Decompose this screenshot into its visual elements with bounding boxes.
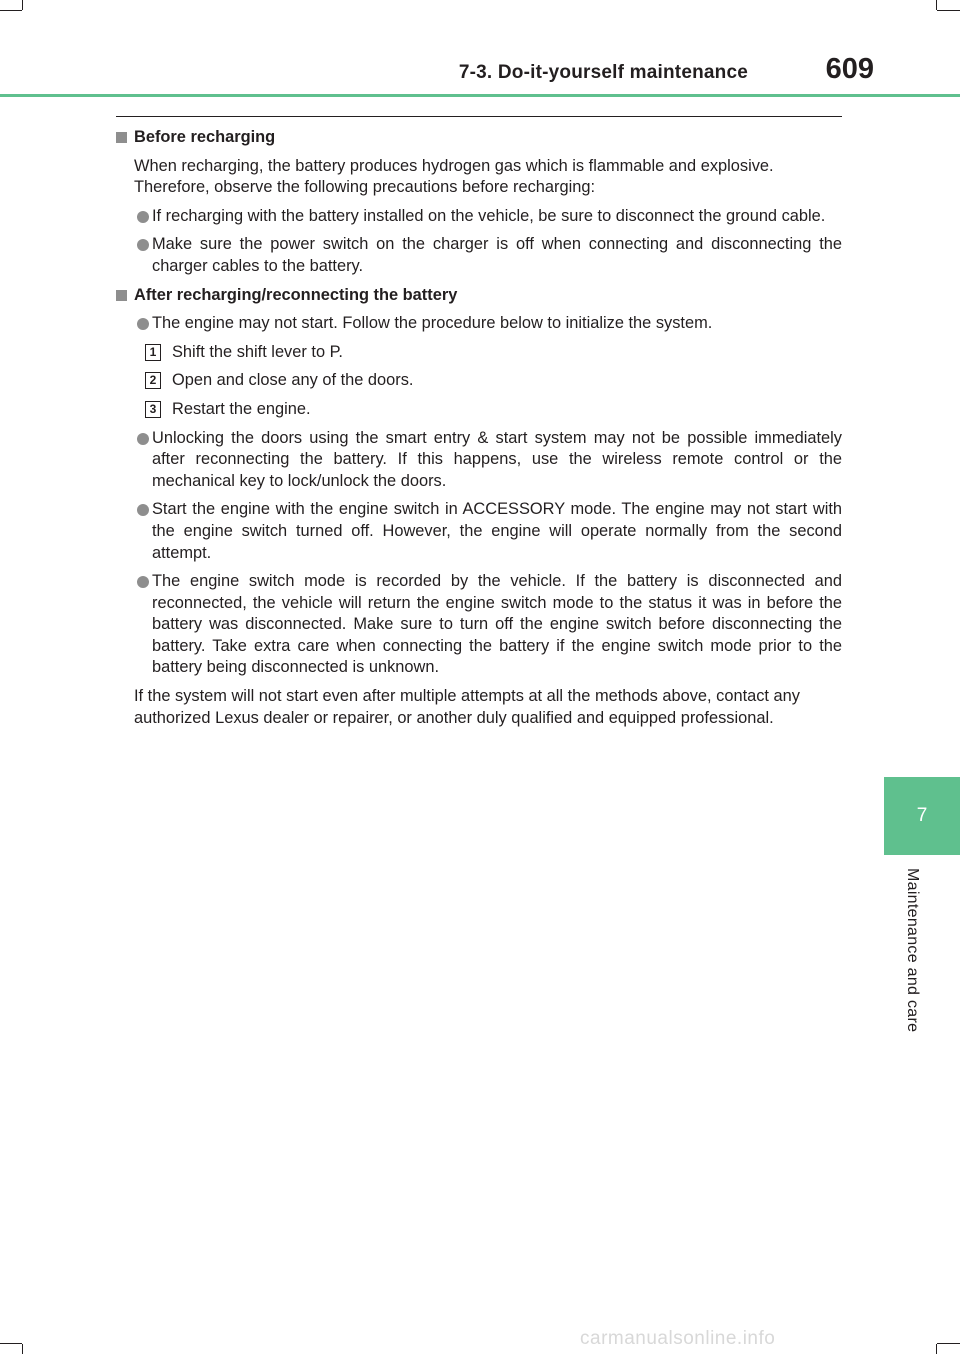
watermark: carmanualsonline.info — [580, 1328, 776, 1349]
step-item — [116, 342, 842, 364]
bullet-item — [116, 499, 842, 564]
round-bullet-icon — [137, 433, 149, 445]
section-heading — [116, 285, 842, 307]
crop-mark — [936, 0, 937, 10]
round-bullet-icon — [137, 576, 149, 588]
step-item — [116, 370, 842, 392]
section-heading — [116, 127, 842, 149]
crop-mark — [0, 1343, 22, 1344]
bullet-text: Make sure the power switch on the charger is off when connecting and disconnecting the charger cables to the battery. — [152, 235, 842, 275]
square-bullet-icon — [116, 290, 127, 301]
step-number-badge: 1 — [145, 344, 161, 361]
chapter-tab — [884, 777, 960, 855]
crop-mark — [936, 1344, 937, 1354]
page-number: 609 — [825, 53, 874, 85]
header-rule — [0, 94, 960, 97]
bullet-text: Unlocking the doors using the smart entry & start system may not be possible immediately after reconnecting the battery. If this happens, use the wireless remote control or the mechanical key to lock/unlock the doors. — [152, 428, 842, 490]
bullet-item — [116, 428, 842, 493]
round-bullet-icon — [137, 504, 149, 516]
round-bullet-icon — [137, 318, 149, 330]
crop-mark — [22, 1344, 23, 1354]
crop-mark — [937, 10, 960, 11]
bullet-item — [116, 313, 842, 335]
section-title: 7-3. Do-it-yourself maintenance — [458, 62, 748, 83]
step-item — [116, 399, 842, 421]
round-bullet-icon — [137, 211, 149, 223]
section-heading-text: Before recharging — [134, 128, 276, 146]
step-text: Open and close any of the doors. — [172, 371, 414, 390]
chapter-number: 7 — [916, 805, 928, 826]
content-divider — [116, 116, 842, 117]
step-number-badge: 2 — [145, 372, 161, 389]
step-text: Shift the shift lever to P. — [172, 342, 343, 361]
bullet-text: The engine may not start. Follow the procedure below to initialize the system. — [152, 314, 713, 333]
bullet-text: Start the engine with the engine switch in ACCESSORY mode. The engine may not start with the engine switch turned off. However, the engine will operate normally from the second attempt. — [152, 500, 842, 562]
bullet-text: The engine switch mode is recorded by the vehicle. If the battery is disconnected and reconnected, the vehicle will return the engine switch mode to the status it was in before the battery was disconnected. Make sure to turn off the engine switch before disconnecting the battery. Take extra care when connecting the battery if the engine switch mode prior to the battery being disconnected is unknown. — [152, 572, 842, 677]
intro-paragraph: When recharging, the battery produces hydrogen gas which is flammable and explosive. Therefore, observe the following precautions before recharging: — [134, 156, 774, 197]
closing-paragraph: If the system will not start even after multiple attempts at all the methods above, contact any authorized Lexus dealer or repairer, or another duly qualified and equipped professional. — [134, 687, 800, 727]
step-text: Restart the engine. — [172, 399, 311, 418]
crop-mark — [937, 1343, 960, 1344]
chapter-label: Maintenance and care — [904, 868, 921, 1033]
crop-mark — [0, 10, 22, 11]
section-heading-text: After recharging/reconnecting the battery — [134, 285, 458, 304]
crop-mark — [22, 0, 23, 10]
bullet-text: If recharging with the battery installed on the vehicle, be sure to disconnect the ground cable. — [152, 206, 826, 225]
bullet-item — [116, 571, 842, 679]
step-number-badge: 3 — [145, 401, 161, 418]
bullet-item — [116, 234, 842, 277]
page-content — [116, 127, 842, 736]
bullet-item — [116, 206, 842, 228]
square-bullet-icon — [116, 132, 127, 143]
round-bullet-icon — [137, 239, 149, 251]
